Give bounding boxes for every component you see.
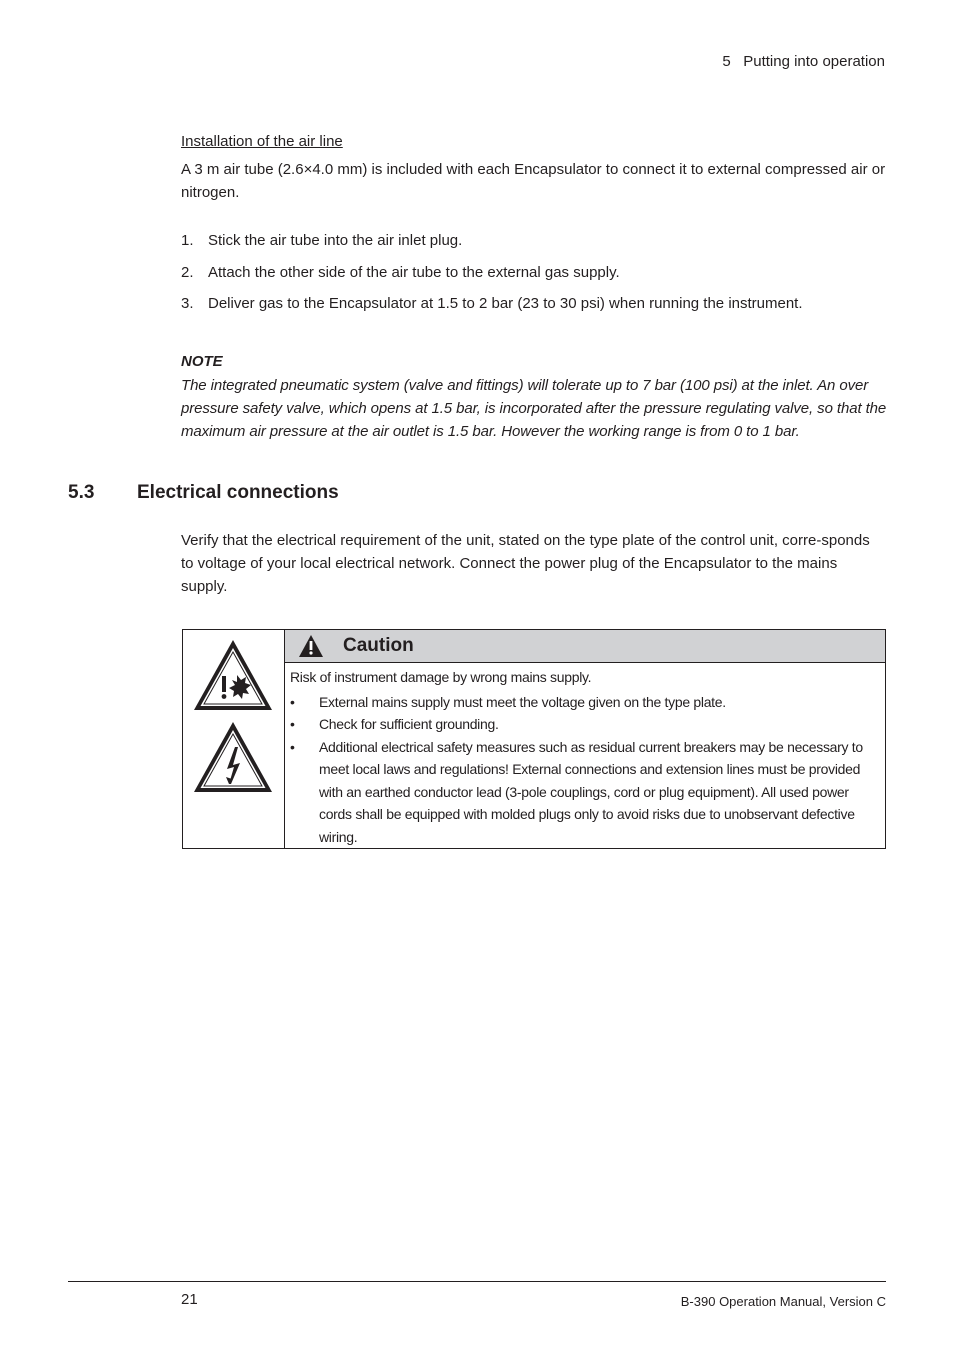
air-line-heading: Installation of the air line [181, 133, 343, 150]
list-item-text: Additional electrical safety measures such as residual current breakers may be necessary to meet local laws and regulations! External connections and extension lines must be provided with an earthed conductor lead (3-pole couplings, cord or plug equipment). All used power cords shall be equipped with molded plugs only to avoid risks due to unobservant defective wiring. [319, 738, 863, 845]
instrument-damage-warning-icon [191, 637, 275, 713]
list-item-text: Check for sufficient grounding. [319, 716, 499, 732]
step-item [181, 263, 886, 295]
section-title: Electrical connections [137, 482, 339, 503]
electrical-hazard-warning-icon [191, 719, 275, 795]
list-item [290, 736, 877, 849]
air-line-intro: A 3 m air tube (2.6×4.0 mm) is included with each Encapsulator to connect it to external compressed air or nitrogen. [181, 161, 886, 201]
section-number: 5.3 [68, 482, 95, 503]
step-item [181, 294, 886, 326]
section-text: Verify that the electrical requirement of the unit, stated on the type plate of the control unit, corre-sponds to voltage of your local electrical network. Connect the power plug of the Encapsulator to the mains supply. [181, 532, 870, 595]
document-title: B-390 Operation Manual, Version C [680, 1294, 886, 1309]
step-text: Deliver gas to the Encapsulator at 1.5 to 2 bar (23 to 30 psi) when running the instrument. [208, 295, 803, 312]
step-text: Attach the other side of the air tube to the external gas supply. [208, 263, 620, 281]
caution-title: Caution [343, 635, 414, 656]
caution-intro: Risk of instrument damage by wrong mains supply. [290, 669, 592, 685]
page-number: 21 [181, 1291, 198, 1308]
step-number: 1. [181, 232, 194, 249]
step-number: 2. [181, 263, 194, 281]
running-header: 5 Putting into operation [722, 53, 885, 70]
warning-triangle-icon [298, 634, 324, 658]
caution-body [285, 630, 885, 848]
bullet: • [290, 716, 295, 732]
list-item [290, 713, 877, 736]
caution-box [182, 629, 886, 849]
list-item [290, 691, 877, 714]
air-line-steps [181, 231, 886, 326]
caution-header [285, 630, 885, 663]
note-text: The integrated pneumatic system (valve and fittings) will tolerate up to 7 bar (100 psi) at the inlet. An over pressure safety valve, which opens at 1.5 bar, is incorporated after the pressure regulating valve, so that the maximum air pressure at the air outlet is 1.5 bar. However the working range is from 0 to 1 bar. [181, 377, 887, 440]
bullet: • [290, 738, 295, 755]
bullet: • [290, 693, 295, 710]
caution-content [285, 663, 885, 848]
list-item-text: External mains supply must meet the voltage given on the type plate. [319, 693, 726, 710]
step-item [181, 231, 886, 263]
caution-list [290, 691, 877, 849]
footer-divider [68, 1281, 886, 1282]
step-text: Stick the air tube into the air inlet plug. [208, 232, 463, 249]
note-title: NOTE [181, 353, 223, 370]
step-number: 3. [181, 295, 194, 312]
caution-icon-column [183, 630, 285, 848]
